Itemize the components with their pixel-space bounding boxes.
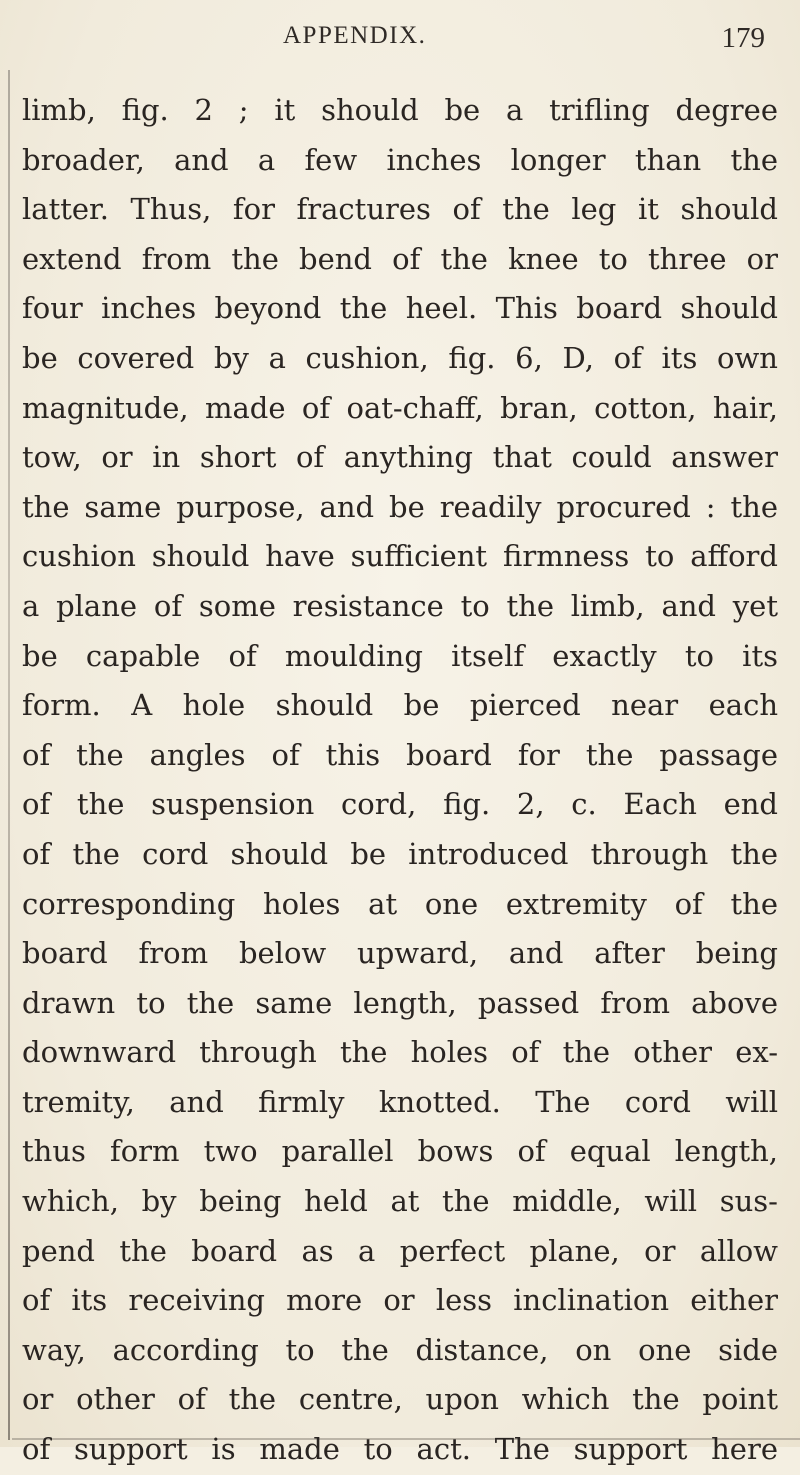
text-line: four inches beyond the heel. This board should — [22, 291, 778, 326]
text-line: way, according to the distance, on one side — [22, 1332, 778, 1367]
text-line: which, by being held at the middle, will sus- — [22, 1184, 778, 1219]
text-line: thus form two parallel bows of equal length, — [22, 1134, 778, 1169]
binding-gutter-edge — [8, 70, 10, 1440]
text-line: be covered by a cushion, fig. 6, D, of its own — [22, 340, 778, 375]
text-line: pend the board as a perfect plane, or allow — [22, 1233, 778, 1268]
text-line: board from below upward, and after being — [22, 936, 778, 971]
text-line: broader, and a few inches longer than the — [22, 142, 778, 177]
text-line: of the angles of this board for the passage — [22, 737, 778, 772]
body-text — [22, 86, 778, 1475]
text-line: corresponding holes at one extremity of the — [22, 886, 778, 921]
text-line: of its receiving more or less inclination either — [22, 1283, 778, 1318]
text-line: latter. Thus, for fractures of the leg it should — [22, 192, 778, 227]
text-line: downward through the holes of the other ex- — [22, 1035, 778, 1070]
page-header — [0, 22, 800, 58]
text-line: cushion should have sufficient firmness to afford — [22, 539, 778, 574]
text-line: the same purpose, and be readily procured : the — [22, 489, 778, 524]
text-line: drawn to the same length, passed from above — [22, 985, 778, 1020]
text-line: form. A hole should be pierced near each — [22, 688, 778, 723]
text-line: tow, or in short of anything that could answer — [22, 440, 778, 475]
text-line: or other of the centre, upon which the point — [22, 1382, 778, 1417]
text-line: be capable of moulding itself exactly to its — [22, 638, 778, 673]
text-line: of the suspension cord, fig. 2, c. Each end — [22, 787, 778, 822]
running-title: APPENDIX. — [283, 22, 427, 49]
page-number: 179 — [721, 22, 765, 54]
text-line: magnitude, made of oat-chaff, bran, cotton, hair, — [22, 390, 778, 425]
text-line: tremity, and firmly knotted. The cord will — [22, 1084, 778, 1119]
text-line: of the cord should be introduced through the — [22, 836, 778, 871]
text-line: a plane of some resistance to the limb, and yet — [22, 588, 778, 623]
text-line: extend from the bend of the knee to three or — [22, 241, 778, 276]
text-line: of support is made to act. The support here — [22, 1432, 778, 1467]
text-line: limb, fig. 2 ; it should be a trifling degree — [22, 93, 778, 127]
